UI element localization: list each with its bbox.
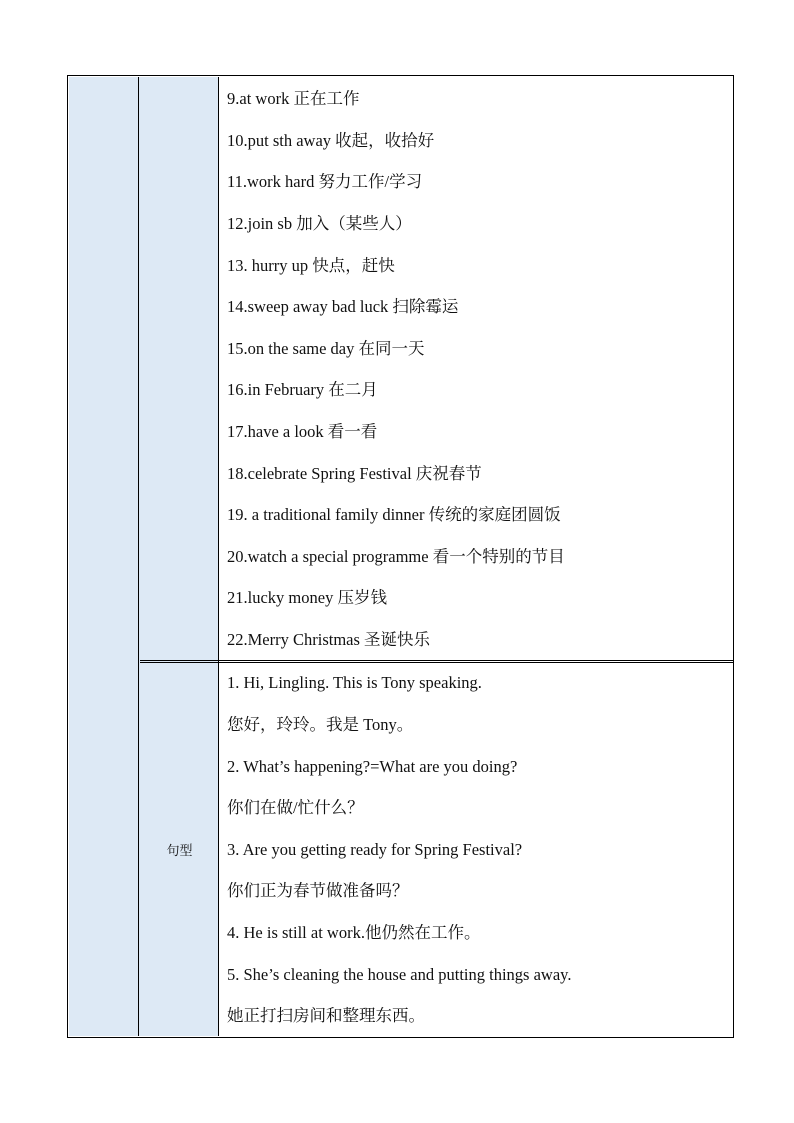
vocab-item: 19. a traditional family dinner 传统的家庭团圆饭 — [227, 505, 561, 524]
vocab-item: 17.have a look 看一看 — [227, 422, 378, 441]
row-divider-double — [140, 662, 733, 663]
sentence-translation: 您好，玲玲。我是 Tony。 — [227, 715, 414, 734]
vocab-item: 12.join sb 加入（某些人） — [227, 214, 412, 233]
row-divider — [140, 660, 733, 661]
vocab-item: 16.in February 在二月 — [227, 380, 378, 399]
vocab-item: 13. hurry up 快点，赶快 — [227, 256, 395, 275]
sentence-item: 5. She’s cleaning the house and putting things away. — [227, 965, 572, 984]
vocab-item: 21.lucky money 压岁钱 — [227, 588, 387, 607]
subcategory-column — [139, 77, 219, 1036]
sentence-item: 4. He is still at work.他仍然在工作。 — [227, 923, 481, 942]
sentence-item: 3. Are you getting ready for Spring Festival? — [227, 840, 523, 859]
vocab-item: 9.at work 正在工作 — [227, 89, 360, 108]
vocab-item: 20.watch a special programme 看一个特别的节目 — [227, 547, 565, 566]
sentence-translation: 你们在做/忙什么？ — [227, 798, 364, 817]
vocab-item: 14.sweep away bad luck 扫除霉运 — [227, 297, 459, 316]
category-column — [69, 77, 139, 1036]
sentence-translation: 你们正为春节做准备吗？ — [227, 881, 409, 900]
vocab-item: 10.put sth away 收起，收拾好 — [227, 131, 435, 150]
vocab-item: 22.Merry Christmas 圣诞快乐 — [227, 630, 431, 649]
sentence-item: 2. What’s happening?=What are you doing? — [227, 757, 518, 776]
sentence-item: 1. Hi, Lingling. This is Tony speaking. — [227, 673, 482, 692]
vocab-item: 18.celebrate Spring Festival 庆祝春节 — [227, 464, 482, 483]
vocab-item: 15.on the same day 在同一天 — [227, 339, 425, 358]
vocab-item: 11.work hard 努力工作/学习 — [227, 172, 423, 191]
sentence-translation: 她正打扫房间和整理东西。 — [227, 1006, 425, 1025]
sentences-label: 句型 — [166, 844, 193, 859]
